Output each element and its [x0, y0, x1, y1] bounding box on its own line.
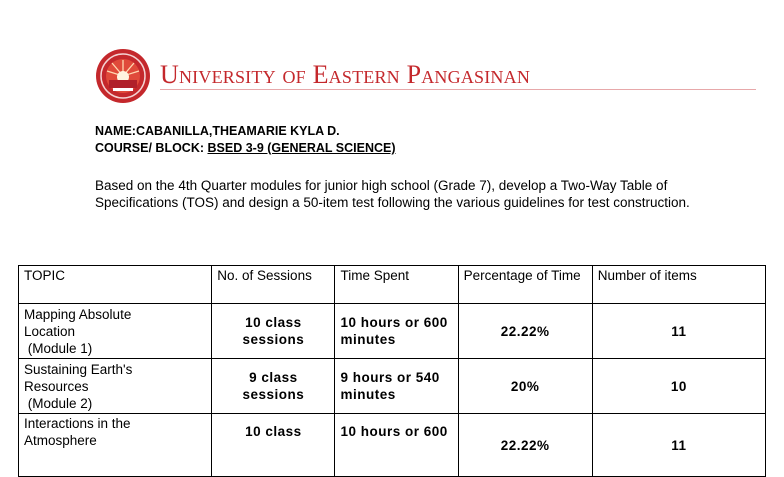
percentage-cell: 20%	[458, 359, 592, 414]
percentage-cell: 22.22%	[458, 304, 592, 359]
topic-line: Mapping Absolute	[24, 306, 132, 322]
table-of-specifications	[18, 265, 766, 477]
topic-cell	[19, 359, 212, 414]
student-name: NAME:CABANILLA,THEAMARIE KYLA D.	[95, 124, 340, 138]
time-cell: 10 hours or 600	[335, 414, 458, 477]
table-header-row	[19, 266, 766, 304]
table-row	[19, 359, 766, 414]
header-percentage: Percentage of Time	[458, 266, 592, 304]
time-cell: 9 hours or 540 minutes	[335, 359, 458, 414]
instructions-paragraph: Based on the 4th Quarter modules for junior high school (Grade 7), develop a Two-Way Table of Specifications (TOS) and design a 50-item test following the various guidelines for test construction.	[95, 178, 690, 210]
header-divider	[160, 89, 756, 90]
topic-line: Interactions in the	[24, 416, 131, 431]
university-seal-icon	[95, 48, 151, 104]
topic-line: Sustaining Earth's	[24, 361, 133, 377]
sessions-cell: 9 class sessions	[212, 359, 335, 414]
table-row	[19, 304, 766, 359]
course-block	[95, 140, 396, 157]
topic-cell	[19, 414, 212, 477]
items-cell: 10	[592, 359, 765, 414]
topic-line: Atmosphere	[24, 433, 97, 448]
topic-cell	[19, 304, 212, 359]
topic-module: (Module 2)	[24, 395, 93, 411]
topic-line: Location	[24, 323, 76, 339]
sessions-cell: 10 class sessions	[212, 304, 335, 359]
course-label: COURSE/ BLOCK:	[95, 141, 208, 155]
header-topic: TOPIC	[19, 266, 212, 304]
header-time-spent: Time Spent	[335, 266, 458, 304]
topic-line: Resources	[24, 378, 89, 394]
topic-module: (Module 1)	[24, 340, 93, 356]
percentage-cell: 22.22%	[458, 414, 592, 477]
course-value: BSED 3-9 (GENERAL SCIENCE)	[207, 141, 396, 155]
student-info	[95, 123, 396, 157]
header-sessions: No. of Sessions	[212, 266, 335, 304]
sessions-cell: 10 class	[212, 414, 335, 477]
items-cell: 11	[592, 304, 765, 359]
time-cell: 10 hours or 600 minutes	[335, 304, 458, 359]
items-cell: 11	[592, 414, 765, 477]
university-header	[95, 46, 665, 104]
table-row	[19, 414, 766, 477]
header-number-items: Number of items	[592, 266, 765, 304]
university-name: University of Eastern Pangasinan	[160, 60, 531, 89]
